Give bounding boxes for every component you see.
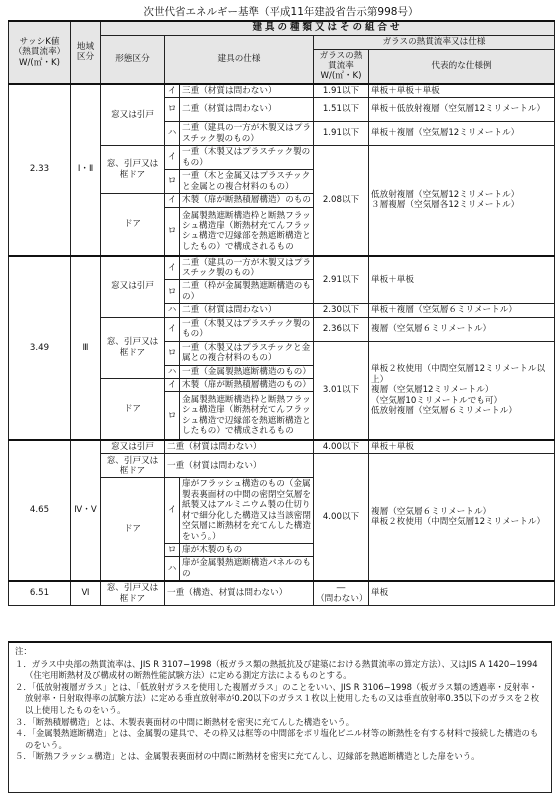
- fitting-spec-cell: 一重（材質は問わない）: [165, 454, 314, 478]
- header-form: 形態区分: [101, 35, 165, 84]
- glass-u-cell: 2.91以下: [314, 256, 369, 304]
- typical-spec-cell: 単板＋複層（空気層６ミリメートル）: [369, 304, 555, 317]
- fitting-spec-cell: 一重（木製又はプラスチック製のもの）: [180, 317, 314, 341]
- region-cell: Ⅲ: [71, 256, 101, 440]
- mark-cell: イ: [165, 146, 180, 170]
- note-item: ４．「金属製熱遮断構造」とは、金属製の建具で、その枠又は框等の中間部をポリ塩化ビニル材等の断熱性を有する材料で接続した構造のものをいう。: [15, 728, 539, 750]
- form-cell: ドア: [101, 478, 165, 581]
- header-fitting-spec: 建具の仕様: [165, 35, 314, 84]
- fitting-spec-cell: 扉が木製のもの: [180, 543, 314, 556]
- mark-cell: ロ: [165, 543, 180, 556]
- table-row: [9, 581, 555, 605]
- fitting-spec-cell: 木製（扉が断熱積層構造）のもの: [180, 194, 314, 208]
- form-cell: ドア: [101, 379, 165, 440]
- glass-u-cell: 2.08以下: [314, 146, 369, 256]
- fitting-spec-cell: 二重（建具の一方が木製又はプラスチック製のもの）: [180, 256, 314, 280]
- fitting-spec-cell: 三重（材質は問わない）: [180, 84, 314, 98]
- table-row: [9, 256, 555, 280]
- k-value-cell: 6.51: [9, 581, 71, 605]
- fitting-spec-cell: 一重（金属製熱遮断構造のもの）: [180, 365, 314, 378]
- k-value-cell: 4.65: [9, 440, 71, 581]
- form-cell: 窓、引戸又は框ドア: [101, 454, 165, 478]
- header-region: 地域区分: [71, 21, 101, 84]
- form-cell: 窓又は引戸: [101, 84, 165, 146]
- typical-spec-cell: 複層（空気層６ミリメートル）: [369, 317, 555, 341]
- mark-cell: ハ: [165, 122, 180, 146]
- mark-cell: ハ: [165, 365, 180, 378]
- typical-spec-cell: 複層（空気層６ミリメートル） 単板２枚使用（中間空気層12ミリメートル）: [369, 454, 555, 581]
- document-title: 次世代省エネルギー基準（平成11年建設省告示第998号）: [143, 6, 419, 18]
- fitting-spec-cell: 金属製熱遮断構造枠と断熱フラッシュ構造扉（断熱材充てんフラッシュ構造で辺縁部を熱遮断構造としたもの）で構成されるもの: [180, 392, 314, 440]
- form-cell: 窓、引戸又は框ドア: [101, 581, 165, 605]
- mark-cell: イ: [165, 194, 180, 208]
- fitting-spec-cell: 二重（材質は問わない）: [180, 304, 314, 317]
- typical-spec-cell: 単板２枚使用（中間空気層12ミリメートル以上） 複層（空気層12ミリメートル） （空気層10ミリメートルでも可） 低放射複層（空気層６ミリメートル）: [369, 341, 555, 440]
- mark-cell: ロ: [165, 208, 180, 256]
- mark-cell: ロ: [165, 280, 180, 304]
- mark-cell: イ: [165, 84, 180, 98]
- typical-spec-cell: 単板＋単板＋単板: [369, 84, 555, 98]
- glass-u-cell: ― （問わない）: [314, 581, 369, 605]
- table-row: [9, 84, 555, 98]
- fitting-spec-cell: 二重（材質は問わない）: [180, 98, 314, 122]
- fitting-spec-cell: 一重（木と金属又はプラスチックと金属との複合材料のもの）: [180, 170, 314, 194]
- typical-spec-cell: 単板＋低放射複層（空気層12ミリメートル）: [369, 98, 555, 122]
- mark-cell: ロ: [165, 341, 180, 365]
- fitting-spec-cell: 金属製熱遮断構造枠と断熱フラッシュ構造扉（断熱材充てんフラッシュ構造で辺縁部を熱遮断構造としたもの）で構成されるもの: [180, 208, 314, 256]
- form-cell: 窓又は引戸: [101, 440, 165, 454]
- glass-u-cell: 1.91以下: [314, 84, 369, 98]
- header-k-value: サッシK値（熱貫流率）W/(㎡・K): [9, 21, 71, 84]
- k-value-cell: 3.49: [9, 256, 71, 440]
- mark-cell: ハ: [165, 304, 180, 317]
- header-kind-combo: 建具の種類又はその組合せ: [101, 21, 555, 35]
- notes-box: [8, 641, 552, 793]
- fitting-spec-cell: 二重（枠が金属製熱遮断構造のもの）: [180, 280, 314, 304]
- mark-cell: ハ: [165, 557, 180, 581]
- typical-spec-cell: 低放射複層（空気層12ミリメートル） ３層複層（空気層各12ミリメートル）: [369, 146, 555, 256]
- fitting-spec-cell: 木製（扉が断熱積層構造のもの）: [180, 379, 314, 392]
- fitting-spec-cell: 二重（材質は問わない）: [165, 440, 314, 454]
- k-value-cell: 2.33: [9, 84, 71, 256]
- mark-cell: ロ: [165, 170, 180, 194]
- glass-u-cell: 4.00以下: [314, 440, 369, 454]
- mark-cell: ロ: [165, 392, 180, 440]
- form-cell: 窓、引戸又は框ドア: [101, 146, 165, 194]
- note-item: ２．「低放射複層ガラス」とは、「低放射ガラスを使用した複層ガラス」のことをいい、JIS R 3106−1998（板ガラス類の透過率・反射率・放射率・日射取得率の試験方法）に定める垂直放射率が0.20以下のガラス１枚以上使用したもの又は垂直放射率0.35以下のガラスを２枚以上使用したものをいう。: [15, 681, 540, 715]
- form-cell: ドア: [101, 194, 165, 256]
- form-cell: 窓、引戸又は框ドア: [101, 317, 165, 378]
- form-cell: 窓又は引戸: [101, 256, 165, 318]
- table-row: [9, 440, 555, 454]
- note-item: １．ガラス中央部の熱貫流率は、JIS R 3107−1998（板ガラス類の熱抵抗及び建築における熱貫流率の算定方法）、又はJIS A 1420−1994（住宅用断熱材及び構成材の断熱性能試験方法）に定める測定方法によるものとする。: [15, 658, 538, 681]
- region-cell: Ⅳ・Ⅴ: [71, 440, 101, 581]
- mark-cell: イ: [165, 256, 180, 280]
- glass-u-cell: 4.00以下: [314, 454, 369, 581]
- spec-table: [8, 20, 555, 606]
- glass-u-cell: 2.36以下: [314, 317, 369, 341]
- glass-u-cell: 3.01以下: [314, 341, 369, 440]
- typical-spec-cell: 単板＋複層（空気層12ミリメートル）: [369, 122, 555, 146]
- typical-spec-cell: 単板＋単板: [369, 256, 555, 304]
- mark-cell: イ: [165, 379, 180, 392]
- mark-cell: イ: [165, 478, 180, 543]
- region-cell: Ⅵ: [71, 581, 101, 605]
- glass-u-cell: 1.91以下: [314, 122, 369, 146]
- notes-header: 注：: [15, 646, 32, 656]
- typical-spec-cell: 単板: [369, 581, 555, 605]
- region-cell: Ⅰ・Ⅱ: [71, 84, 101, 256]
- mark-cell: ロ: [165, 98, 180, 122]
- note-item: ５．「断熱フラッシュ構造」とは、金属製表裏面材の中間に断熱材を密実に充てんし、辺縁部を熱遮断構造とした扉をいう。: [15, 751, 480, 762]
- header-glass-u: ガラスの熱貫流率 W/(㎡・K): [314, 49, 369, 84]
- glass-u-cell: 1.51以下: [314, 98, 369, 122]
- fitting-spec-cell: 一重（木製又はプラスチック製のもの）: [180, 146, 314, 170]
- fitting-spec-cell: 二重（建具の一方が木製又はプラスチック製のもの）: [180, 122, 314, 146]
- glass-u-cell: 2.30以下: [314, 304, 369, 317]
- header-glass-group: ガラスの熱貫流率又は仕様: [314, 35, 555, 49]
- note-item: ３．「断熱積層構造」とは、木製表裏面材の中間に断熱材を密実に充てんした構造をいう。: [15, 716, 355, 727]
- fitting-spec-cell: 扉がフラッシュ構造のもの（金属製表裏面材の中間の密閉空気層を紙製又はアルミニウム製の仕切り材で細分化した構造又は当該密閉空気層に断熱材を充てんした構造をいう。）: [180, 478, 314, 543]
- typical-spec-cell: 単板＋単板: [369, 440, 555, 454]
- fitting-spec-cell: 一重（木製又はプラスチックと金属との複合材料のもの）: [180, 341, 314, 365]
- fitting-spec-cell: 一重（構造、材質は問わない）: [165, 581, 314, 605]
- fitting-spec-cell: 扉が金属製熱遮断構造パネルのもの: [180, 557, 314, 581]
- header-typical: 代表的な仕様例: [369, 49, 555, 84]
- mark-cell: イ: [165, 317, 180, 341]
